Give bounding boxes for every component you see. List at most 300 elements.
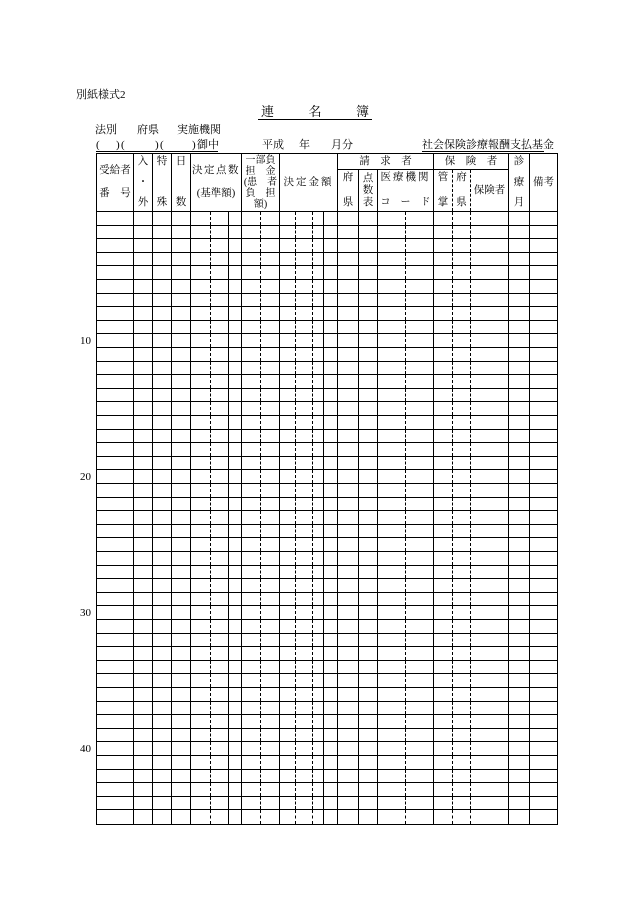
in-out-cell (134, 661, 153, 674)
decided-points-cell (229, 810, 242, 824)
decided-points-cell (211, 389, 229, 402)
receiver-number-cell (97, 756, 134, 769)
point-table-cell (359, 321, 378, 334)
decided-amount-cell (324, 797, 338, 810)
decided-amount-cell (280, 674, 296, 687)
partial-burden-cell (261, 661, 280, 674)
remarks-cell (530, 742, 557, 755)
decided-amount-cell (313, 606, 324, 619)
days-cell (172, 756, 191, 769)
decided-points-cell (191, 430, 211, 443)
recipient-underline (422, 151, 544, 152)
partial-burden-cell (242, 498, 261, 511)
receiver-number-cell (97, 511, 134, 524)
fuken-label: 府県 (137, 124, 159, 136)
partial-burden-cell (242, 538, 261, 551)
facility-code-cell (406, 593, 434, 606)
special-cell (153, 294, 172, 307)
facility-code-cell (406, 770, 434, 783)
header-receiver-number (97, 154, 134, 211)
receiver-number-cell (97, 688, 134, 701)
decided-amount-cell (313, 443, 324, 456)
partial-burden-cell (261, 647, 280, 660)
receiver-number-cell (97, 307, 134, 320)
partial-burden-cell (242, 810, 261, 824)
decided-amount-cell (296, 770, 313, 783)
treatment-month-cell (509, 280, 530, 293)
receiver-number-cell (97, 606, 134, 619)
insurer-cell (471, 457, 509, 470)
days-cell (172, 416, 191, 429)
insurer-cell (471, 280, 509, 293)
decided-points-cell (191, 212, 211, 225)
receiver-number-cell (97, 525, 134, 538)
decided-amount-cell (280, 348, 296, 361)
insurer-prefecture-cell (453, 647, 471, 660)
decided-points-cell (229, 226, 242, 239)
days-cell (172, 742, 191, 755)
special-cell (153, 647, 172, 660)
partial-burden-cell (261, 783, 280, 796)
insurer-type-cell (434, 674, 453, 687)
header-text: 府 (342, 172, 354, 183)
decided-amount-cell (324, 321, 338, 334)
decided-points-cell (229, 266, 242, 279)
decided-amount-cell (296, 416, 313, 429)
partial-burden-cell (261, 566, 280, 579)
partial-burden-cell (242, 742, 261, 755)
decided-amount-cell (313, 375, 324, 388)
table-row (97, 770, 557, 784)
decided-amount-cell (324, 674, 338, 687)
partial-burden-cell (242, 212, 261, 225)
in-out-cell (134, 484, 153, 497)
insurer-prefecture-cell (453, 226, 471, 239)
insurer-prefecture-cell (453, 756, 471, 769)
insurer-type-cell (434, 212, 453, 225)
treatment-month-cell (509, 593, 530, 606)
remarks-cell (530, 566, 557, 579)
days-cell (172, 334, 191, 347)
special-cell (153, 620, 172, 633)
partial-burden-cell (242, 375, 261, 388)
decided-points-cell (229, 416, 242, 429)
decided-amount-cell (296, 606, 313, 619)
table-row (97, 634, 557, 648)
partial-burden-cell (261, 756, 280, 769)
days-cell (172, 484, 191, 497)
claimant-prefecture-cell (338, 253, 359, 266)
facility-code-cell (406, 321, 434, 334)
partial-burden-cell (242, 674, 261, 687)
special-cell (153, 593, 172, 606)
remarks-cell (530, 511, 557, 524)
facility-code-cell (406, 348, 434, 361)
partial-burden-cell (261, 797, 280, 810)
decided-amount-cell (324, 457, 338, 470)
partial-burden-cell (242, 334, 261, 347)
in-out-cell (134, 416, 153, 429)
decided-amount-cell (296, 266, 313, 279)
decided-points-cell (191, 226, 211, 239)
table-row (97, 334, 557, 348)
partial-burden-cell (261, 552, 280, 565)
facility-code-cell (406, 742, 434, 755)
header-text: 入 (137, 156, 149, 167)
in-out-cell (134, 334, 153, 347)
decided-amount-cell (280, 661, 296, 674)
facility-code-cell (406, 430, 434, 443)
partial-burden-cell (242, 389, 261, 402)
days-cell (172, 620, 191, 633)
partial-burden-cell (242, 307, 261, 320)
decided-points-cell (191, 362, 211, 375)
insurer-type-cell (434, 810, 453, 824)
decided-amount-cell (313, 620, 324, 633)
insurer-prefecture-cell (453, 402, 471, 415)
remarks-cell (530, 606, 557, 619)
table-row (97, 511, 557, 525)
facility-code-cell (406, 402, 434, 415)
claimant-prefecture-cell (338, 566, 359, 579)
claimant-prefecture-cell (338, 715, 359, 728)
insurer-prefecture-cell (453, 294, 471, 307)
facility-code-cell (378, 729, 406, 742)
decided-amount-cell (280, 620, 296, 633)
decided-amount-cell (324, 525, 338, 538)
in-out-cell (134, 770, 153, 783)
partial-burden-cell (261, 226, 280, 239)
partial-burden-cell (242, 525, 261, 538)
kikan-label: 実施機関 (177, 124, 221, 136)
table-row (97, 484, 557, 498)
decided-amount-cell (313, 797, 324, 810)
table-row (97, 239, 557, 253)
decided-amount-cell (313, 348, 324, 361)
receiver-number-cell (97, 416, 134, 429)
facility-code-cell (406, 688, 434, 701)
decided-amount-cell (280, 470, 296, 483)
insurer-type-cell (434, 266, 453, 279)
facility-code-cell (406, 620, 434, 633)
decided-points-cell (191, 810, 211, 824)
decided-amount-cell (296, 443, 313, 456)
special-cell (153, 334, 172, 347)
decided-points-cell (191, 253, 211, 266)
in-out-cell (134, 552, 153, 565)
decided-amount-cell (280, 742, 296, 755)
decided-points-cell (229, 756, 242, 769)
facility-code-cell (378, 511, 406, 524)
partial-burden-cell (261, 375, 280, 388)
point-table-cell (359, 348, 378, 361)
days-cell (172, 566, 191, 579)
insurer-cell (471, 538, 509, 551)
treatment-month-cell (509, 212, 530, 225)
claimant-prefecture-cell (338, 294, 359, 307)
in-out-cell (134, 430, 153, 443)
header-text: 県 (456, 197, 467, 208)
table-row (97, 362, 557, 376)
decided-points-cell (229, 620, 242, 633)
decided-points-cell (229, 212, 242, 225)
special-cell (153, 226, 172, 239)
decided-amount-cell (324, 362, 338, 375)
decided-amount-cell (296, 756, 313, 769)
decided-amount-cell (324, 389, 338, 402)
partial-burden-cell (242, 661, 261, 674)
table-row (97, 797, 557, 811)
in-out-cell (134, 566, 153, 579)
in-out-cell (134, 688, 153, 701)
facility-code-cell (406, 797, 434, 810)
receiver-number-cell (97, 715, 134, 728)
facility-code-cell (406, 702, 434, 715)
decided-amount-cell (324, 579, 338, 592)
treatment-month-cell (509, 375, 530, 388)
remarks-cell (530, 770, 557, 783)
header-text: 一部負 (245, 155, 276, 166)
header-decided-amount (280, 154, 338, 211)
in-out-cell (134, 715, 153, 728)
partial-burden-cell (261, 715, 280, 728)
treatment-month-cell (509, 770, 530, 783)
partial-burden-cell (242, 606, 261, 619)
point-table-cell (359, 266, 378, 279)
decided-points-cell (191, 688, 211, 701)
treatment-month-cell (509, 457, 530, 470)
decided-amount-cell (280, 484, 296, 497)
facility-code-cell (406, 470, 434, 483)
treatment-month-cell (509, 307, 530, 320)
remarks-cell (530, 416, 557, 429)
table-row (97, 729, 557, 743)
decided-points-cell (211, 321, 229, 334)
decided-points-cell (191, 294, 211, 307)
insurer-type-cell (434, 620, 453, 633)
point-table-cell (359, 253, 378, 266)
facility-code-cell (406, 253, 434, 266)
facility-code-cell (406, 552, 434, 565)
partial-burden-cell (242, 294, 261, 307)
header-text: 決定金額 (283, 176, 334, 188)
in-out-cell (134, 606, 153, 619)
special-cell (153, 375, 172, 388)
header-text: 数 (175, 197, 187, 208)
decided-amount-cell (313, 783, 324, 796)
decided-points-cell (229, 552, 242, 565)
facility-code-cell (406, 566, 434, 579)
receiver-number-cell (97, 498, 134, 511)
days-cell (172, 457, 191, 470)
partial-burden-cell (242, 552, 261, 565)
insurer-type-cell (434, 402, 453, 415)
paren-close: ) (192, 139, 196, 151)
in-out-cell (134, 525, 153, 538)
decided-amount-cell (280, 389, 296, 402)
special-cell (153, 389, 172, 402)
decided-points-cell (191, 566, 211, 579)
in-out-cell (134, 375, 153, 388)
receiver-number-cell (97, 348, 134, 361)
decided-points-cell (229, 797, 242, 810)
decided-points-cell (229, 566, 242, 579)
insurer-prefecture-cell (453, 729, 471, 742)
partial-burden-cell (261, 593, 280, 606)
remarks-cell (530, 579, 557, 592)
insurer-prefecture-cell (453, 334, 471, 347)
special-cell (153, 715, 172, 728)
decided-points-cell (191, 389, 211, 402)
table-row (97, 674, 557, 688)
point-table-cell (359, 457, 378, 470)
claimant-prefecture-cell (338, 484, 359, 497)
treatment-month-cell (509, 402, 530, 415)
insurer-type-cell (434, 729, 453, 742)
claimant-prefecture-cell (338, 416, 359, 429)
remarks-cell (530, 402, 557, 415)
insurer-cell (471, 552, 509, 565)
in-out-cell (134, 457, 153, 470)
remarks-cell (530, 239, 557, 252)
partial-burden-cell (261, 239, 280, 252)
decided-amount-cell (296, 321, 313, 334)
header-text: 診 (513, 156, 525, 167)
point-table-cell (359, 362, 378, 375)
insurer-prefecture-cell (453, 688, 471, 701)
claimant-prefecture-cell (338, 389, 359, 402)
decided-amount-cell (280, 702, 296, 715)
receiver-number-cell (97, 253, 134, 266)
point-table-cell (359, 783, 378, 796)
decided-points-cell (229, 661, 242, 674)
decided-amount-cell (296, 212, 313, 225)
in-out-cell (134, 321, 153, 334)
decided-points-cell (191, 470, 211, 483)
decided-points-cell (211, 661, 229, 674)
insurer-cell (471, 348, 509, 361)
treatment-month-cell (509, 620, 530, 633)
decided-amount-cell (313, 525, 324, 538)
insurer-prefecture-cell (453, 511, 471, 524)
special-cell (153, 470, 172, 483)
treatment-month-cell (509, 742, 530, 755)
decided-points-cell (191, 538, 211, 551)
point-table-cell (359, 538, 378, 551)
decided-amount-cell (324, 770, 338, 783)
remarks-cell (530, 593, 557, 606)
special-cell (153, 634, 172, 647)
treatment-month-cell (509, 321, 530, 334)
days-cell (172, 647, 191, 660)
facility-code-cell (378, 226, 406, 239)
facility-code-cell (406, 729, 434, 742)
treatment-month-cell (509, 294, 530, 307)
decided-points-cell (191, 525, 211, 538)
decided-amount-cell (296, 620, 313, 633)
table-row (97, 661, 557, 675)
days-cell (172, 253, 191, 266)
decided-points-cell (211, 484, 229, 497)
header-text: 療 (513, 176, 525, 188)
claimant-prefecture-cell (338, 742, 359, 755)
decided-amount-cell (313, 674, 324, 687)
decided-points-cell (191, 756, 211, 769)
decided-points-cell (191, 593, 211, 606)
decided-amount-cell (280, 566, 296, 579)
days-cell (172, 525, 191, 538)
decided-amount-cell (324, 538, 338, 551)
facility-code-cell (406, 579, 434, 592)
insurer-cell (471, 362, 509, 375)
decided-points-cell (229, 470, 242, 483)
decided-amount-cell (313, 253, 324, 266)
in-out-cell (134, 797, 153, 810)
insurer-cell (471, 661, 509, 674)
title-char: 簿 (355, 104, 369, 119)
receiver-number-cell (97, 457, 134, 470)
point-table-cell (359, 566, 378, 579)
insurer-prefecture-cell (453, 797, 471, 810)
decided-amount-cell (313, 702, 324, 715)
treatment-month-cell (509, 226, 530, 239)
title-char: 連 (261, 104, 275, 119)
insurer-cell (471, 498, 509, 511)
partial-burden-cell (242, 416, 261, 429)
facility-code-cell (378, 661, 406, 674)
facility-code-cell (378, 810, 406, 824)
insurer-type-cell (434, 783, 453, 796)
decided-amount-cell (324, 498, 338, 511)
claimant-prefecture-cell (338, 525, 359, 538)
remarks-cell (530, 266, 557, 279)
special-cell (153, 484, 172, 497)
insurer-cell (471, 253, 509, 266)
remarks-cell (530, 634, 557, 647)
decided-points-cell (211, 470, 229, 483)
claimant-prefecture-cell (338, 538, 359, 551)
facility-code-cell (378, 498, 406, 511)
claimant-prefecture-cell (338, 756, 359, 769)
decided-points-cell (211, 593, 229, 606)
facility-code-cell (406, 239, 434, 252)
special-cell (153, 280, 172, 293)
decided-points-cell (229, 389, 242, 402)
insurer-type-cell (434, 498, 453, 511)
remarks-cell (530, 620, 557, 633)
point-table-cell (359, 606, 378, 619)
special-cell (153, 797, 172, 810)
facility-code-cell (378, 348, 406, 361)
decided-amount-cell (324, 266, 338, 279)
point-table-cell (359, 484, 378, 497)
decided-amount-cell (324, 430, 338, 443)
receiver-number-cell (97, 729, 134, 742)
decided-points-cell (191, 348, 211, 361)
receiver-number-cell (97, 593, 134, 606)
decided-amount-cell (296, 430, 313, 443)
insurer-prefecture-cell (453, 266, 471, 279)
decided-amount-cell (313, 511, 324, 524)
facility-code-cell (378, 280, 406, 293)
partial-burden-cell (261, 457, 280, 470)
receiver-number-cell (97, 674, 134, 687)
insurer-type-cell (434, 239, 453, 252)
paren-close: ) (116, 139, 120, 151)
claimant-prefecture-cell (338, 375, 359, 388)
insurer-cell (471, 375, 509, 388)
special-cell (153, 266, 172, 279)
